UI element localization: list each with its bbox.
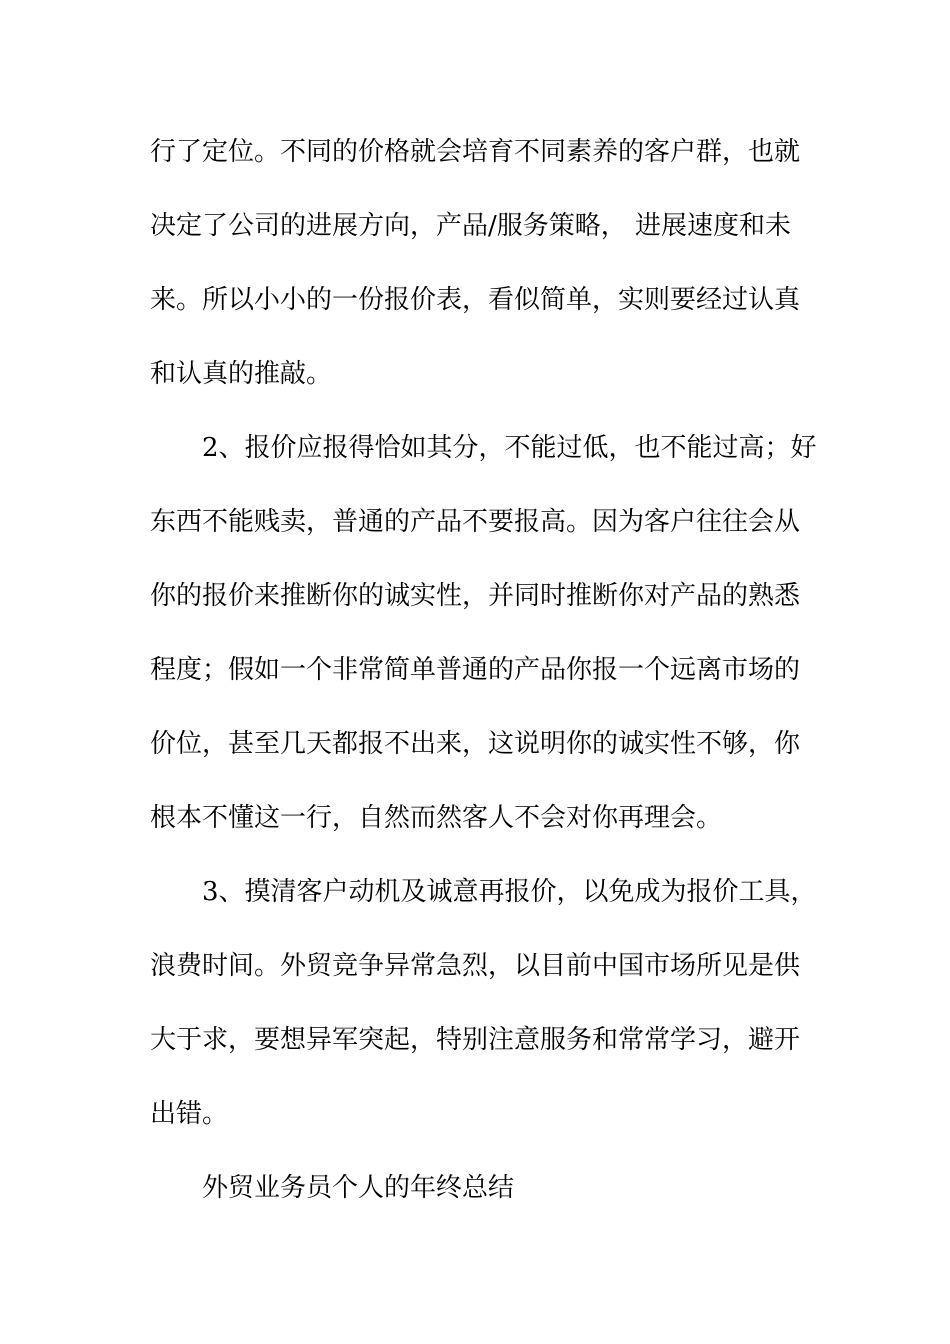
text-line: 价位，甚至几天都报不出来，这说明你的诚实性不够，你 bbox=[150, 729, 801, 759]
text-line: 大于求，要想异军突起，特别注意服务和常常学习，避开 bbox=[150, 1025, 801, 1055]
text-line: 和认真的推敲。 bbox=[150, 359, 333, 389]
text-line: 东西不能贱卖，普通的产品不要报高。因为客户往往会从 bbox=[150, 507, 801, 537]
text-line: 你的报价来推断你的诚实性，并同时推断你对产品的熟悉 bbox=[150, 581, 801, 611]
text-line: 程度；假如一个非常简单普通的产品你报一个远离市场的 bbox=[150, 655, 801, 685]
paragraph-start-line: 3、摸清客户动机及诚意再报价，以免成为报价工具， bbox=[202, 877, 817, 907]
section-heading: 外贸业务员个人的年终总结 bbox=[202, 1173, 515, 1203]
text-line: 根本不懂这一行，自然而然客人不会对你再理会。 bbox=[150, 803, 723, 833]
paragraph-start-line: 2、报价应报得恰如其分，不能过低，也不能过高；好 bbox=[202, 433, 817, 463]
text-line: 行了定位。不同的价格就会培育不同素养的客户群，也就 bbox=[150, 137, 801, 167]
text-line: 浪费时间。外贸竞争异常急烈，以目前中国市场所见是供 bbox=[150, 951, 801, 981]
text-line: 来。所以小小的一份报价表，看似简单，实则要经过认真 bbox=[150, 285, 801, 315]
text-line: 出错。 bbox=[150, 1099, 229, 1129]
text-line: 决定了公司的进展方向，产品/服务策略， 进展速度和未 bbox=[150, 211, 792, 241]
